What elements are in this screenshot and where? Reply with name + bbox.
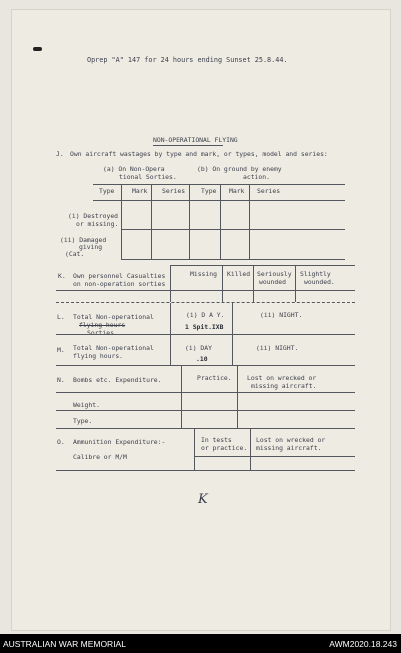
j-header-series-2: Series bbox=[257, 187, 281, 195]
handwritten-initials: K bbox=[198, 492, 208, 507]
j-header-type-1: Type bbox=[99, 187, 115, 195]
item-o-letter: O. bbox=[57, 438, 65, 446]
k-col-slightly: Slightly bbox=[300, 270, 331, 278]
item-j-letter: J. bbox=[56, 150, 64, 158]
item-l-line1: Total Non-operational bbox=[73, 313, 154, 321]
j-col-divider bbox=[121, 184, 122, 259]
item-m-line1: Total Non-operational bbox=[73, 344, 154, 352]
n-col-lost-2: missing aircraft. bbox=[251, 382, 317, 390]
o-col-divider bbox=[250, 429, 251, 470]
j-row1-line1: (i) Destroyed bbox=[68, 212, 119, 220]
m-night-label: (ii) NIGHT. bbox=[256, 344, 299, 352]
k-col-divider bbox=[170, 265, 171, 302]
j-table-top-line bbox=[93, 184, 345, 185]
k-mid-line bbox=[56, 290, 355, 291]
j-header-mark-2: Mark bbox=[229, 187, 245, 195]
document-page bbox=[12, 10, 390, 630]
j-row2-line3: (Cat. bbox=[65, 250, 85, 258]
n-col-divider bbox=[237, 366, 238, 428]
m-day-value: .10 bbox=[196, 355, 208, 363]
footer-credit: AUSTRALIAN WAR MEMORIAL bbox=[3, 639, 126, 649]
j-header-line bbox=[93, 200, 345, 201]
o-col-lost-1: Lost on wrecked or bbox=[256, 436, 326, 444]
item-m-letter: M. bbox=[57, 346, 65, 354]
o-col-divider bbox=[194, 429, 195, 470]
k-col-divider bbox=[295, 265, 296, 302]
footer-bar bbox=[0, 634, 401, 653]
j-header-series-1: Series bbox=[162, 187, 186, 195]
j-header-mark-1: Mark bbox=[132, 187, 148, 195]
j-col-divider bbox=[220, 184, 221, 259]
n-line bbox=[56, 410, 355, 411]
item-j-text: Own aircraft wastages by type and mark, or types, model and series: bbox=[70, 150, 328, 158]
n-bottom-line bbox=[56, 428, 355, 429]
o-col-tests-1: In tests bbox=[201, 436, 232, 444]
m-day-label: (i) DAY bbox=[185, 344, 212, 352]
n-col-practice: Practice. bbox=[197, 374, 232, 382]
k-col-slightly-2: wounded. bbox=[304, 278, 335, 286]
item-j-col-a-line2: tional Sorties. bbox=[119, 173, 177, 181]
k-col-seriously: Seriously bbox=[257, 270, 292, 278]
item-m-line2: flying hours. bbox=[73, 352, 124, 360]
n-row-weight: Weight. bbox=[73, 401, 100, 409]
document-title: Oprep "A" 147 for 24 hours ending Sunset 25.8.44. bbox=[87, 56, 288, 64]
k-col-missing: Missing bbox=[190, 270, 217, 278]
o-mid-line bbox=[194, 456, 355, 457]
l-day-label: (i) D A Y. bbox=[186, 311, 225, 319]
item-j-col-b-line2: action. bbox=[243, 173, 270, 181]
item-l-line2-struck: flying hours bbox=[79, 321, 126, 329]
k-col-killed: Killed bbox=[227, 270, 251, 278]
item-o-subtext: Calibre or M/M bbox=[73, 453, 127, 461]
k-col-divider bbox=[253, 265, 254, 302]
n-col-lost-1: Lost on wrecked or bbox=[247, 374, 317, 382]
k-col-seriously-2: wounded bbox=[259, 278, 286, 286]
j-col-divider bbox=[189, 184, 190, 259]
item-j-col-b-line1: (b) On ground by enemy bbox=[197, 165, 282, 173]
punch-hole bbox=[33, 47, 42, 51]
n-row-type: Type. bbox=[73, 417, 93, 425]
item-l-line3: Sorties. bbox=[87, 329, 118, 337]
o-col-tests-2: or practice. bbox=[201, 444, 248, 452]
l-night-label: (ii) NIGHT. bbox=[260, 311, 303, 319]
item-n-text: Bombs etc. Expenditure. bbox=[73, 376, 162, 384]
n-line bbox=[56, 392, 355, 393]
j-header-type-2: Type bbox=[201, 187, 217, 195]
k-bottom-line bbox=[56, 302, 355, 303]
footer-accession-number: AWM2020.18.243 bbox=[329, 639, 397, 649]
j-col-divider bbox=[249, 184, 250, 259]
item-k-letter: K. bbox=[58, 272, 66, 280]
k-top-line bbox=[170, 265, 355, 266]
o-col-lost-2: missing aircraft. bbox=[256, 444, 322, 452]
heading-underline bbox=[153, 145, 223, 146]
j-row1-line2: or missing. bbox=[76, 220, 119, 228]
l-bottom-line bbox=[56, 334, 355, 335]
j-row2-line2: giving bbox=[79, 243, 103, 251]
section-heading: NON-OPERATIONAL FLYING bbox=[153, 136, 238, 144]
item-l-letter: L. bbox=[57, 313, 65, 321]
j-row2-line1: (ii) Damaged bbox=[60, 236, 107, 244]
item-o-text: Ammunition Expenditure:- bbox=[73, 438, 166, 446]
j-row-line bbox=[121, 229, 345, 230]
item-k-line2: on non-operation sorties bbox=[73, 280, 166, 288]
l-day-value: 1 Spit.IXB bbox=[185, 323, 224, 331]
j-col-divider bbox=[151, 184, 152, 259]
j-row-line bbox=[121, 259, 345, 260]
item-n-letter: N. bbox=[57, 376, 65, 384]
item-j-col-a-line1: (a) On Non-Opera bbox=[103, 165, 165, 173]
m-bottom-line bbox=[56, 365, 355, 366]
item-k-line1: Own personnel Casualties bbox=[73, 272, 166, 280]
n-col-divider bbox=[181, 366, 182, 428]
o-bottom-line bbox=[56, 470, 355, 471]
k-col-divider bbox=[222, 265, 223, 302]
